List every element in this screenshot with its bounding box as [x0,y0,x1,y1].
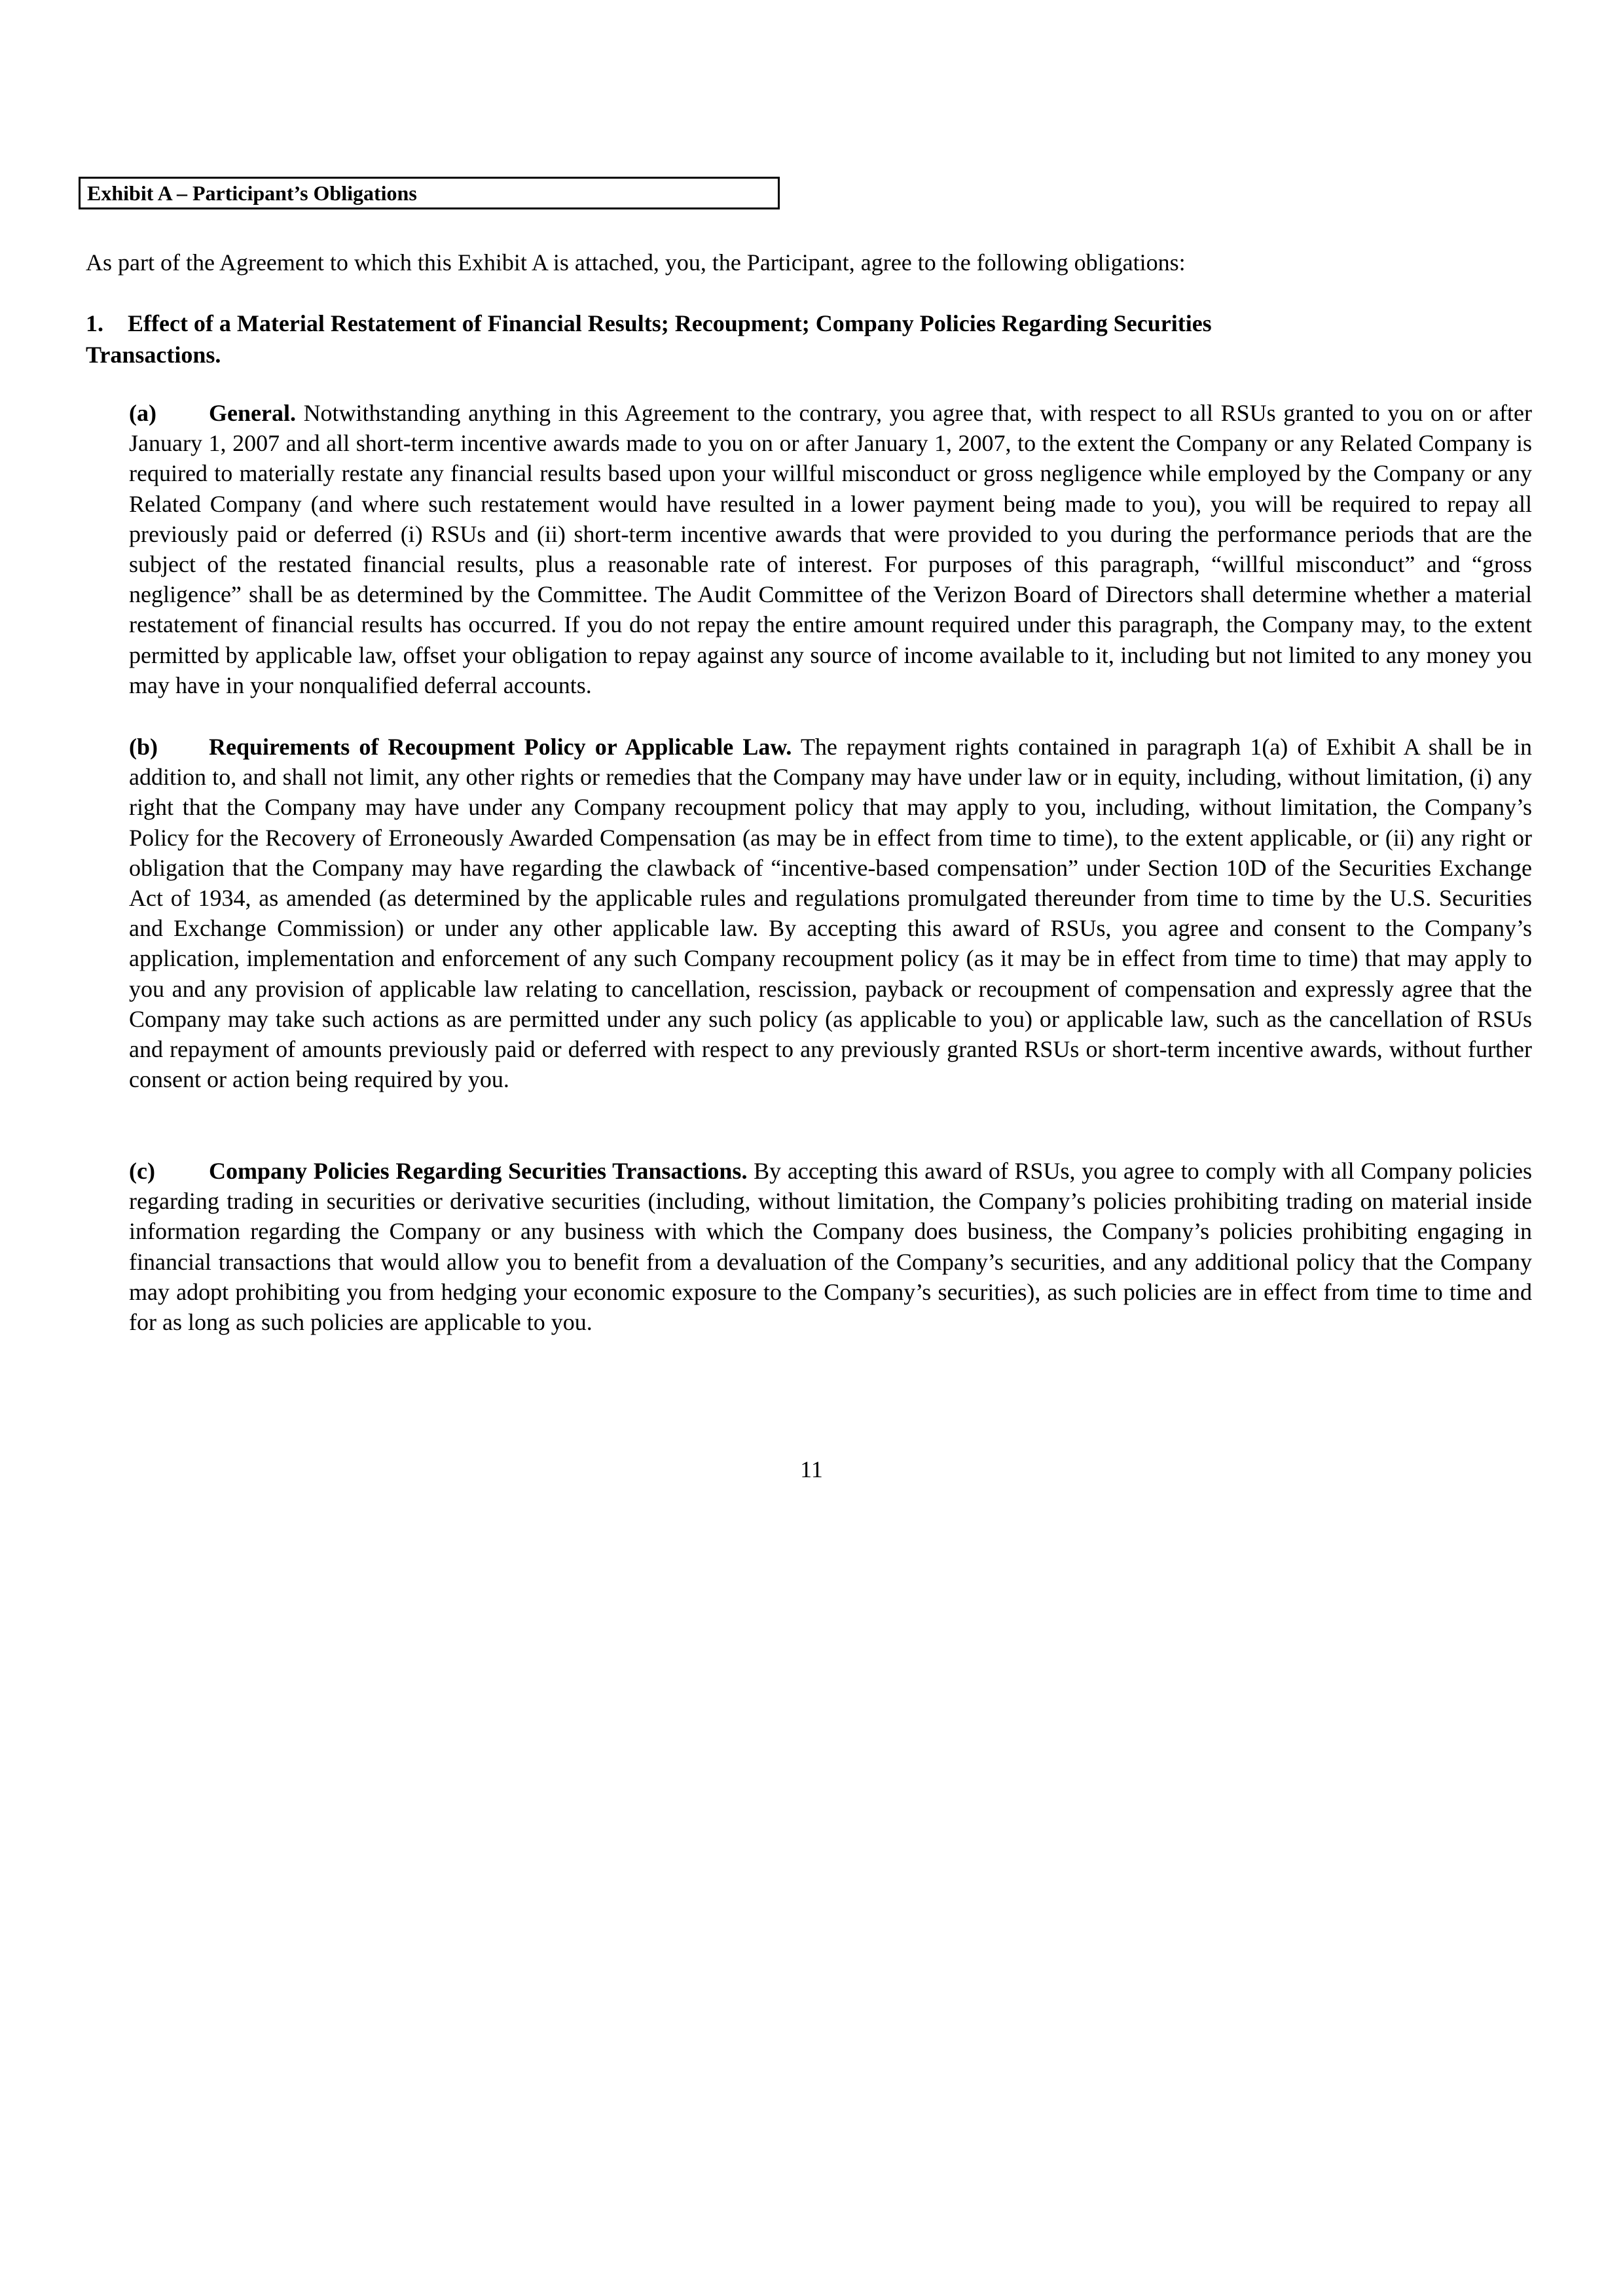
section-1-number: 1. [86,310,103,336]
section-1-title: Effect of a Material Restatement of Financial Results; Recoupment; Company Policies Regarding Securities Transactions. [86,310,1212,368]
paragraph-a-label: (a) [129,400,156,426]
paragraph-c-text: By accepting this award of RSUs, you agree to comply with all Company policies regarding trading in securities or derivative securities (including, without limitation, the Company’s policies prohibiting trading on material inside information regarding the Company or any business with which the Company does business, the Company’s policies prohibiting engaging in financial transactions that would allow you to benefit from a devaluation of the Company’s securities, and any additional policy that the Company may adopt prohibiting you from hedging your economic exposure to the Company’s securities), as such policies are in effect from time to time and for as long as such policies are applicable to you. [129,1158,1533,1336]
intro-paragraph: As part of the Agreement to which this Exhibit A is attached, you, the Participant, agree to the following obligations: [86,249,1186,276]
exhibit-title-box [79,177,780,209]
page-number: 11 [800,1456,823,1482]
paragraph-b [129,732,1532,1094]
paragraph-b-text: The repayment rights contained in paragraph 1(a) of Exhibit A shall be in addition to, and shall not limit, any other rights or remedies that the Company may have under law or in equity, including, without limitation, (i) any right that the Company may have under any Company recoupment policy that may apply to you, including, without limitation, the Company’s Policy for the Recovery of Erroneously Awarded Compensation (as may be in effect from time to time), to the extent applicable, or (ii) any right or obligation that the Company may have regarding the clawback of “incentive-based compensation” under Section 10D of the Securities Exchange Act of 1934, as amended (as determined by the applicable rules and regulations promulgated thereunder from time to time by the U.S. Securities and Exchange Commission) or under any other applicable law. By accepting this award of RSUs, you agree and consent to the Company’s application, implementation and enforcement of any such Company recoupment policy (as it may be in effect from time to time) that may apply to you and any provision of applicable law relating to cancellation, rescission, payback or recoupment of compensation and expressly agree that the Company may take such actions as are permitted under any such policy (as applicable to you) or applicable law, such as the cancellation of RSUs and repayment of amounts previously paid or deferred with respect to any previously granted RSUs or short-term incentive awards, without further consent or action being required by you. [129,734,1532,1093]
paragraph-b-label: (b) [129,734,158,760]
paragraph-c [129,1156,1532,1337]
paragraph-a [129,398,1532,700]
paragraph-b-title: Requirements of Recoupment Policy or Applicable Law. [209,734,792,760]
paragraph-a-text: Notwithstanding anything in this Agreement to the contrary, you agree that, with respect to all RSUs granted to you on or after January 1, 2007 and all short-term incentive awards made to you on or after January 1, 2007, to the extent the Company or any Related Company is required to materially restate any financial results based upon your willful misconduct or gross negligence while employed by the Company or any Related Company (and where such restatement would have resulted in a lower payment being made to you), you will be required to repay all previously paid or deferred (i) RSUs and (ii) short-term incentive awards that were provided to you during the performance periods that are the subject of the restated financial results, plus a reasonable rate of interest. For purposes of this paragraph, “willful misconduct” and “gross negligence” shall be as determined by the Committee. The Audit Committee of the Verizon Board of Directors shall determine whether a material restatement of financial results has occurred. If you do not repay the entire amount required under this paragraph, the Company may, to the extent permitted by applicable law, offset your obligation to repay against any source of income available to it, including but not limited to any money you may have in your nonqualified deferral accounts. [129,400,1533,698]
exhibit-title: Exhibit A – Participant’s Obligations [87,181,417,205]
section-1-heading [86,308,1317,370]
paragraph-c-label: (c) [129,1158,155,1184]
paragraph-a-title: General. [209,400,296,426]
paragraph-c-title: Company Policies Regarding Securities Transactions. [209,1158,748,1184]
